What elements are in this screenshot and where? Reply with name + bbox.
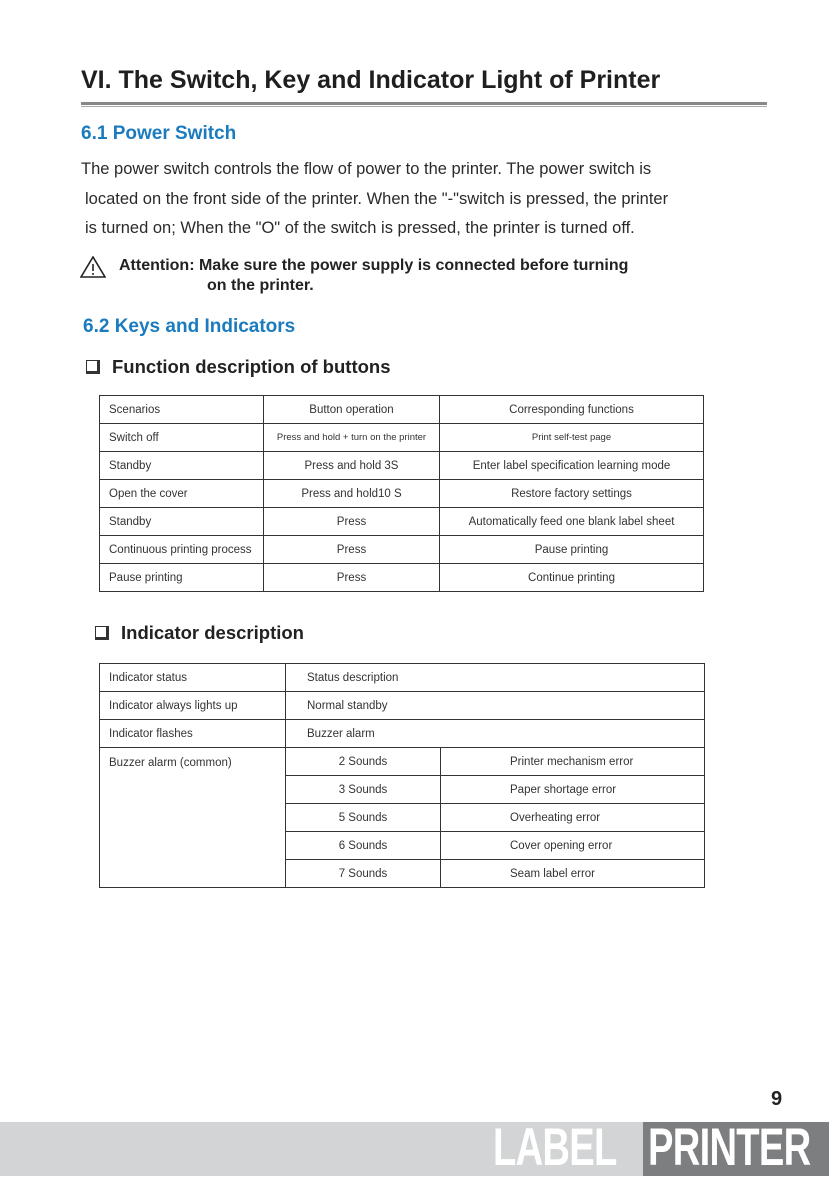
table-row (100, 508, 704, 536)
section-heading-keys: 6.2 Keys and Indicators (83, 316, 296, 337)
attention-text: Attention: Make sure the power supply is connected before turning (119, 257, 629, 274)
table-cell: Normal standby (286, 692, 705, 720)
title-rule-thin (81, 106, 767, 107)
table-cell: 7 Sounds (286, 860, 441, 888)
table-cell: Cover opening error (441, 832, 705, 860)
table-cell: Scenarios (100, 396, 264, 424)
table-cell: Seam label error (441, 860, 705, 888)
table-row (100, 452, 704, 480)
table-row (100, 720, 705, 748)
subheading-text: Indicator description (121, 622, 304, 643)
paragraph-line: located on the front side of the printer. When the "-"switch is pressed, the printer (85, 189, 669, 208)
table-cell: 2 Sounds (286, 748, 441, 776)
table-cell: Enter label specification learning mode (440, 452, 704, 480)
table-cell: Press and hold10 S (264, 480, 440, 508)
table-cell: Press and hold + turn on the printer (264, 424, 440, 452)
table-cell: Press (264, 564, 440, 592)
table-cell: Indicator flashes (100, 720, 286, 748)
buttons-table (99, 395, 704, 592)
table-row (100, 424, 704, 452)
warning-icon (80, 256, 106, 278)
table-cell: Pause printing (440, 536, 704, 564)
table-row (100, 564, 704, 592)
table-cell: Paper shortage error (441, 776, 705, 804)
table-cell: Press and hold 3S (264, 452, 440, 480)
table-cell: Button operation (264, 396, 440, 424)
table-row (100, 480, 704, 508)
power-switch-paragraph (81, 155, 781, 244)
checkbox-bullet-icon (95, 626, 109, 640)
footer-logo-label: LABEL (493, 1118, 617, 1177)
table-cell: Press (264, 536, 440, 564)
table-row (100, 692, 705, 720)
table-cell: Continuous printing process (100, 536, 264, 564)
table-cell: Indicator status (100, 664, 286, 692)
table-header-row (100, 664, 705, 692)
buttons-heading (86, 356, 391, 378)
table-row (100, 748, 705, 776)
section-heading-power-switch: 6.1 Power Switch (81, 123, 237, 144)
table-cell: Standby (100, 452, 264, 480)
title-rule (81, 102, 767, 105)
table-cell: Pause printing (100, 564, 264, 592)
table-cell: Print self-test page (440, 424, 704, 452)
table-cell: 6 Sounds (286, 832, 441, 860)
table-cell: Printer mechanism error (441, 748, 705, 776)
page-title: VI. The Switch, Key and Indicator Light of Printer (81, 66, 661, 94)
attention-text: on the printer. (207, 277, 314, 294)
subheading-text: Function description of buttons (112, 356, 391, 377)
indicator-heading (95, 622, 304, 644)
attention-note (80, 256, 628, 296)
table-cell: Status description (286, 664, 705, 692)
table-cell: Corresponding functions (440, 396, 704, 424)
footer-logo-printer: PRINTER (648, 1118, 811, 1177)
table-cell: 3 Sounds (286, 776, 441, 804)
checkbox-bullet-icon (86, 360, 100, 374)
page-number: 9 (771, 1088, 783, 1110)
table-cell: Press (264, 508, 440, 536)
paragraph-line: is turned on; When the "O" of the switch is pressed, the printer is turned off. (85, 219, 635, 237)
table-row (100, 536, 704, 564)
table-header-row (100, 396, 704, 424)
indicator-table (99, 663, 705, 888)
table-cell: Overheating error (441, 804, 705, 832)
table-cell: Standby (100, 508, 264, 536)
paragraph-line: The power switch controls the flow of power to the printer. The power switch is (81, 160, 652, 178)
table-cell: Buzzer alarm (common) (100, 748, 286, 888)
table-cell: Automatically feed one blank label sheet (440, 508, 704, 536)
table-cell: Open the cover (100, 480, 264, 508)
table-cell: Switch off (100, 424, 264, 452)
table-cell: Indicator always lights up (100, 692, 286, 720)
table-cell: 5 Sounds (286, 804, 441, 832)
table-cell: Buzzer alarm (286, 720, 705, 748)
table-cell: Restore factory settings (440, 480, 704, 508)
table-cell: Continue printing (440, 564, 704, 592)
